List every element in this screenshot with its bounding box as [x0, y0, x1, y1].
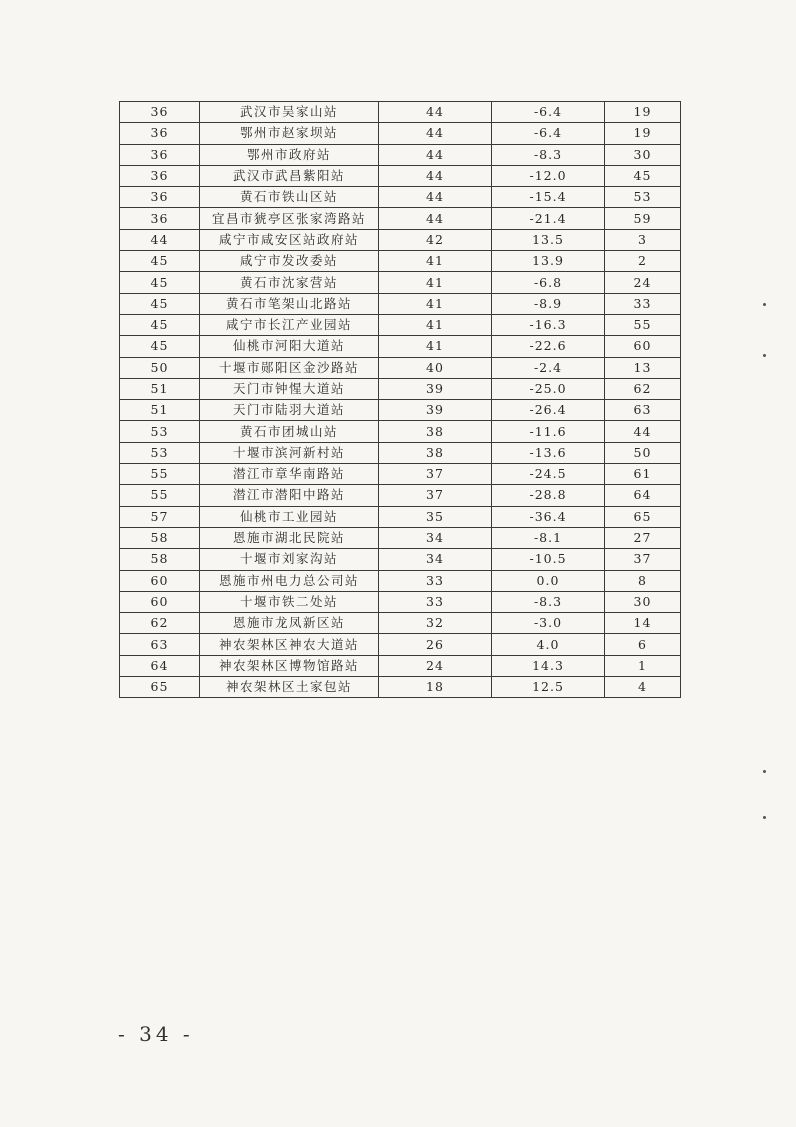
cell-change: -10.5 [492, 549, 605, 570]
table-row [120, 357, 681, 378]
table-row [120, 229, 681, 250]
table-row [120, 421, 681, 442]
cell-rank: 60 [120, 591, 200, 612]
cell-change: -26.4 [492, 400, 605, 421]
cell-rank: 36 [120, 144, 200, 165]
cell-station: 仙桃市工业园站 [200, 506, 379, 527]
table-row [120, 485, 681, 506]
cell-order: 2 [605, 251, 681, 272]
cell-order: 37 [605, 549, 681, 570]
cell-order: 13 [605, 357, 681, 378]
cell-rank: 45 [120, 251, 200, 272]
table-row [120, 506, 681, 527]
cell-station: 恩施市龙凤新区站 [200, 613, 379, 634]
cell-station: 黄石市沈家营站 [200, 272, 379, 293]
cell-rank: 36 [120, 165, 200, 186]
table-row [120, 336, 681, 357]
cell-change: -3.0 [492, 613, 605, 634]
cell-order: 50 [605, 442, 681, 463]
cell-value: 41 [379, 251, 492, 272]
scan-speck [763, 354, 766, 357]
cell-rank: 57 [120, 506, 200, 527]
cell-rank: 36 [120, 208, 200, 229]
cell-change: -6.8 [492, 272, 605, 293]
table-row [120, 272, 681, 293]
cell-order: 65 [605, 506, 681, 527]
table-row [120, 165, 681, 186]
cell-value: 44 [379, 165, 492, 186]
table-row [120, 527, 681, 548]
cell-order: 33 [605, 293, 681, 314]
cell-value: 24 [379, 655, 492, 676]
cell-rank: 58 [120, 527, 200, 548]
cell-value: 41 [379, 336, 492, 357]
cell-value: 34 [379, 549, 492, 570]
cell-rank: 45 [120, 314, 200, 335]
cell-change: 0.0 [492, 570, 605, 591]
table-row [120, 655, 681, 676]
cell-change: -8.9 [492, 293, 605, 314]
cell-rank: 65 [120, 677, 200, 698]
cell-order: 19 [605, 123, 681, 144]
cell-change: 13.5 [492, 229, 605, 250]
table-row [120, 613, 681, 634]
cell-value: 18 [379, 677, 492, 698]
cell-change: -6.4 [492, 123, 605, 144]
cell-change: -12.0 [492, 165, 605, 186]
cell-change: 4.0 [492, 634, 605, 655]
table-row [120, 464, 681, 485]
cell-value: 44 [379, 102, 492, 123]
cell-order: 1 [605, 655, 681, 676]
cell-station: 神农架林区土家包站 [200, 677, 379, 698]
cell-station: 潜江市章华南路站 [200, 464, 379, 485]
cell-order: 60 [605, 336, 681, 357]
cell-order: 53 [605, 187, 681, 208]
table-row [120, 677, 681, 698]
cell-value: 37 [379, 464, 492, 485]
cell-change: -8.1 [492, 527, 605, 548]
table-row [120, 591, 681, 612]
cell-value: 40 [379, 357, 492, 378]
cell-order: 55 [605, 314, 681, 335]
cell-value: 38 [379, 421, 492, 442]
cell-change: 13.9 [492, 251, 605, 272]
scan-speck [763, 770, 766, 773]
cell-value: 26 [379, 634, 492, 655]
cell-station: 十堰市刘家沟站 [200, 549, 379, 570]
cell-order: 8 [605, 570, 681, 591]
cell-value: 41 [379, 293, 492, 314]
cell-change: -8.3 [492, 591, 605, 612]
cell-order: 44 [605, 421, 681, 442]
cell-rank: 53 [120, 421, 200, 442]
cell-value: 41 [379, 314, 492, 335]
cell-rank: 36 [120, 187, 200, 208]
cell-order: 30 [605, 144, 681, 165]
cell-rank: 51 [120, 400, 200, 421]
table-row [120, 144, 681, 165]
cell-rank: 36 [120, 123, 200, 144]
cell-order: 30 [605, 591, 681, 612]
cell-rank: 60 [120, 570, 200, 591]
cell-change: 14.3 [492, 655, 605, 676]
cell-order: 59 [605, 208, 681, 229]
cell-order: 6 [605, 634, 681, 655]
cell-value: 38 [379, 442, 492, 463]
cell-value: 34 [379, 527, 492, 548]
cell-station: 鄂州市赵家坝站 [200, 123, 379, 144]
table-row [120, 123, 681, 144]
cell-change: -21.4 [492, 208, 605, 229]
cell-station: 宜昌市猇亭区张家湾路站 [200, 208, 379, 229]
cell-rank: 58 [120, 549, 200, 570]
scan-speck [763, 816, 766, 819]
cell-value: 44 [379, 187, 492, 208]
cell-order: 4 [605, 677, 681, 698]
cell-station: 武汉市武昌紫阳站 [200, 165, 379, 186]
cell-change: -25.0 [492, 378, 605, 399]
cell-rank: 50 [120, 357, 200, 378]
cell-change: 12.5 [492, 677, 605, 698]
cell-station: 武汉市吴家山站 [200, 102, 379, 123]
cell-station: 十堰市铁二处站 [200, 591, 379, 612]
cell-order: 63 [605, 400, 681, 421]
cell-station: 黄石市团城山站 [200, 421, 379, 442]
cell-station: 黄石市铁山区站 [200, 187, 379, 208]
cell-value: 35 [379, 506, 492, 527]
cell-value: 44 [379, 144, 492, 165]
cell-value: 44 [379, 123, 492, 144]
cell-change: -8.3 [492, 144, 605, 165]
cell-change: -6.4 [492, 102, 605, 123]
cell-rank: 45 [120, 336, 200, 357]
table-row [120, 293, 681, 314]
cell-change: -13.6 [492, 442, 605, 463]
cell-change: -2.4 [492, 357, 605, 378]
table-row [120, 102, 681, 123]
table-body [120, 102, 681, 698]
cell-order: 24 [605, 272, 681, 293]
cell-order: 27 [605, 527, 681, 548]
cell-change: -16.3 [492, 314, 605, 335]
cell-station: 咸宁市咸安区站政府站 [200, 229, 379, 250]
cell-station: 恩施市州电力总公司站 [200, 570, 379, 591]
cell-change: -28.8 [492, 485, 605, 506]
cell-rank: 36 [120, 102, 200, 123]
cell-change: -22.6 [492, 336, 605, 357]
cell-value: 39 [379, 400, 492, 421]
cell-order: 64 [605, 485, 681, 506]
cell-rank: 55 [120, 464, 200, 485]
cell-rank: 55 [120, 485, 200, 506]
cell-rank: 62 [120, 613, 200, 634]
cell-rank: 64 [120, 655, 200, 676]
table-row [120, 442, 681, 463]
cell-value: 33 [379, 591, 492, 612]
cell-station: 神农架林区博物馆路站 [200, 655, 379, 676]
scan-speck [763, 303, 766, 306]
table-row [120, 208, 681, 229]
cell-station: 黄石市笔架山北路站 [200, 293, 379, 314]
cell-station: 咸宁市发改委站 [200, 251, 379, 272]
cell-station: 天门市钟惺大道站 [200, 378, 379, 399]
cell-order: 14 [605, 613, 681, 634]
cell-rank: 53 [120, 442, 200, 463]
cell-value: 41 [379, 272, 492, 293]
cell-change: -24.5 [492, 464, 605, 485]
cell-station: 潜江市潜阳中路站 [200, 485, 379, 506]
table-row [120, 570, 681, 591]
cell-order: 3 [605, 229, 681, 250]
cell-value: 42 [379, 229, 492, 250]
cell-rank: 45 [120, 272, 200, 293]
cell-order: 19 [605, 102, 681, 123]
cell-rank: 44 [120, 229, 200, 250]
table-row [120, 400, 681, 421]
cell-station: 鄂州市政府站 [200, 144, 379, 165]
cell-station: 十堰市郧阳区金沙路站 [200, 357, 379, 378]
cell-rank: 51 [120, 378, 200, 399]
cell-rank: 63 [120, 634, 200, 655]
cell-order: 61 [605, 464, 681, 485]
table-row [120, 314, 681, 335]
table-row [120, 549, 681, 570]
table-row [120, 634, 681, 655]
cell-value: 37 [379, 485, 492, 506]
cell-station: 恩施市湖北民院站 [200, 527, 379, 548]
cell-change: -36.4 [492, 506, 605, 527]
cell-value: 32 [379, 613, 492, 634]
cell-station: 仙桃市河阳大道站 [200, 336, 379, 357]
cell-station: 天门市陆羽大道站 [200, 400, 379, 421]
cell-station: 咸宁市长江产业园站 [200, 314, 379, 335]
cell-change: -11.6 [492, 421, 605, 442]
station-ranking-table [119, 101, 681, 698]
cell-value: 33 [379, 570, 492, 591]
cell-station: 神农架林区神农大道站 [200, 634, 379, 655]
cell-value: 39 [379, 378, 492, 399]
table-row [120, 187, 681, 208]
cell-order: 62 [605, 378, 681, 399]
cell-order: 45 [605, 165, 681, 186]
cell-value: 44 [379, 208, 492, 229]
cell-change: -15.4 [492, 187, 605, 208]
cell-station: 十堰市滨河新村站 [200, 442, 379, 463]
table-row [120, 378, 681, 399]
table-row [120, 251, 681, 272]
cell-rank: 45 [120, 293, 200, 314]
page-number: - 34 - [118, 1022, 194, 1046]
